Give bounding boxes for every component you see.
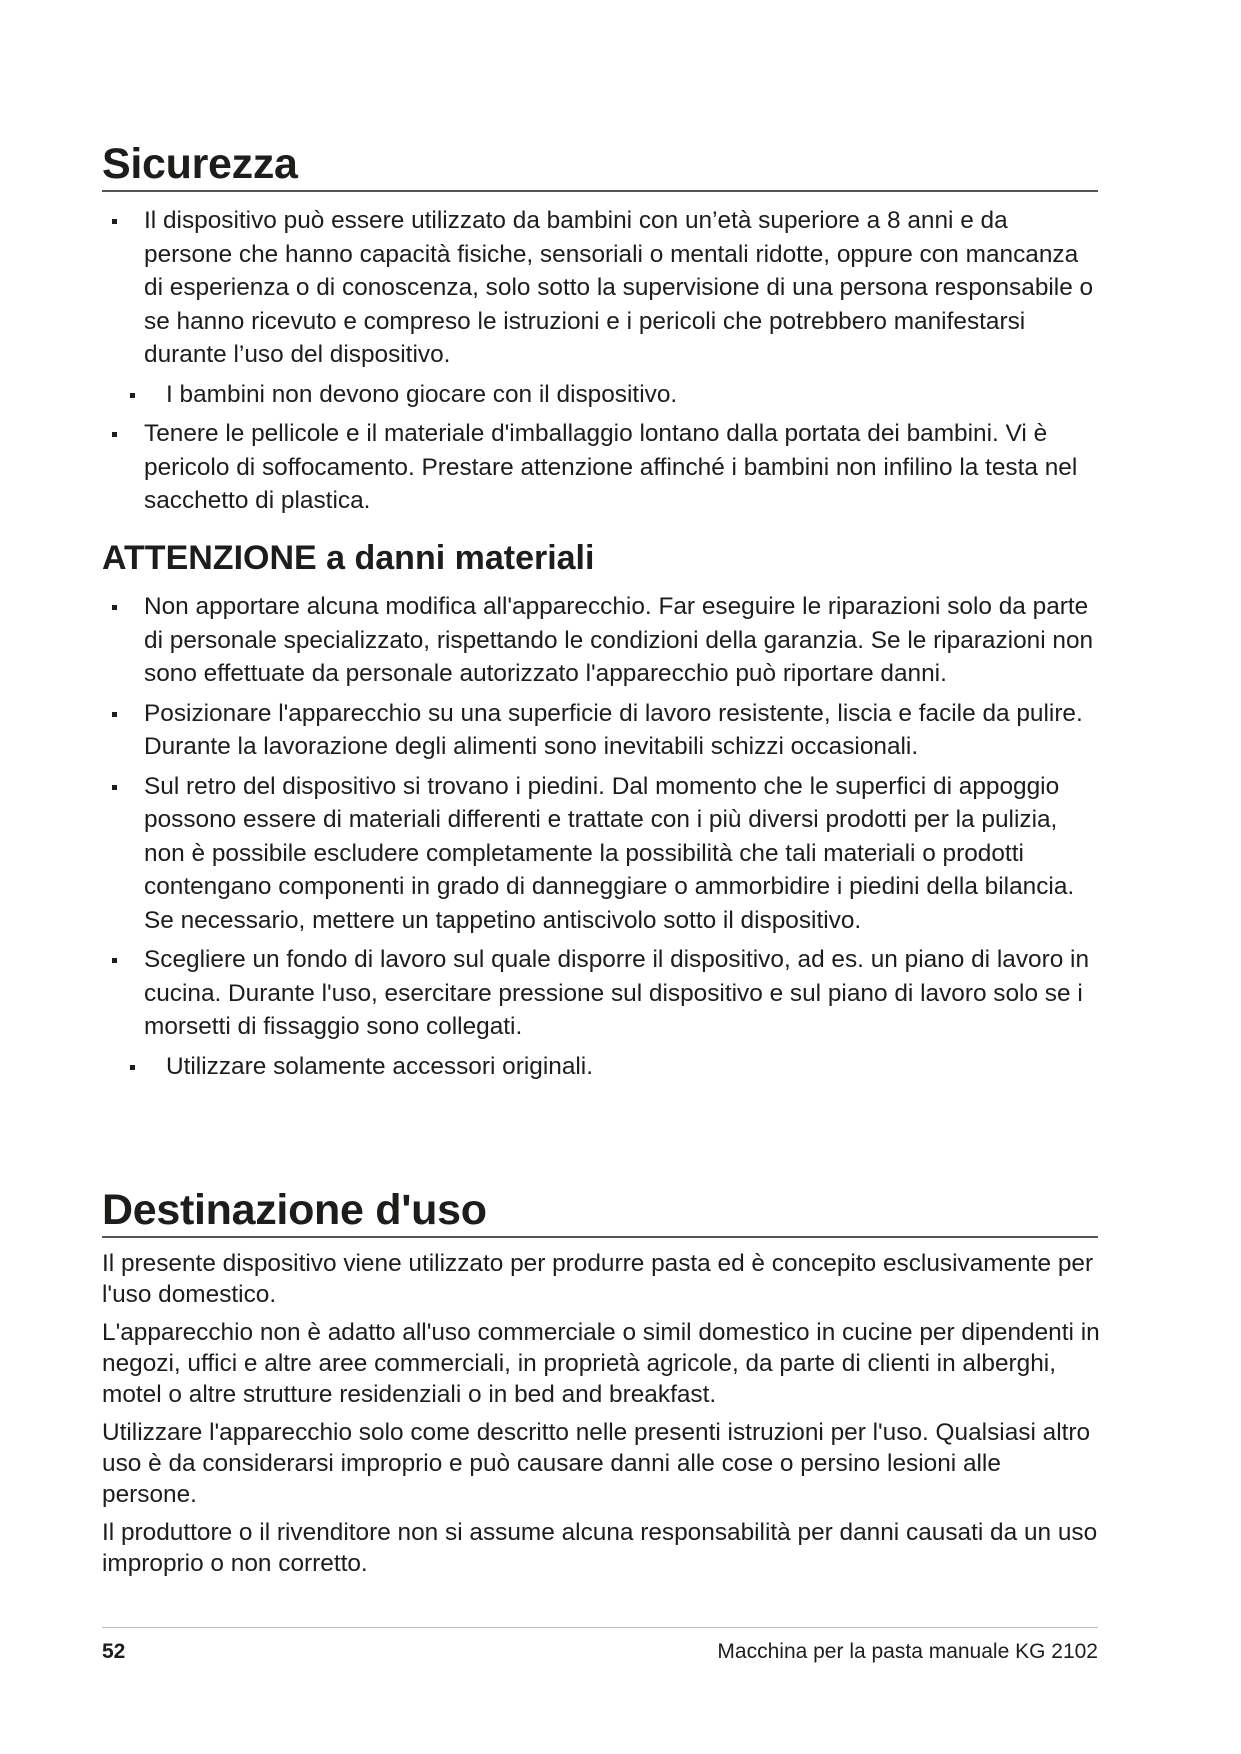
list-item: Utilizzare solamente accessori originali. [102, 1050, 1102, 1084]
bullet-icon [112, 219, 117, 224]
page-number: 52 [102, 1640, 126, 1663]
bullet-icon [112, 432, 117, 437]
material-damage-list [102, 590, 1102, 1083]
list-item: Tenere le pellicole e il materiale d'imballaggio lontano dalla portata dei bambini. Vi è pericolo di soffocamento. Prestare attenzione affinché i bambini non infilino la testa nel sacchetto di plastica. [102, 417, 1102, 518]
list-item: Posizionare l'apparecchio su una superficie di lavoro resistente, liscia e facile da pulire. Durante la lavorazione degli alimenti sono inevitabili schizzi occasionali. [102, 697, 1102, 764]
bullet-icon [112, 785, 117, 790]
bullet-icon [112, 958, 117, 963]
intended-use-text [102, 1248, 1102, 1586]
paragraph: Il produttore o il rivenditore non si assume alcuna responsabilità per danni causati da un uso improprio o non corretto. [102, 1519, 1098, 1577]
bullet-icon [130, 1065, 135, 1070]
section-title-intended-use: Destinazione d'uso [102, 1186, 1098, 1238]
footer-divider [102, 1627, 1098, 1628]
paragraph: L'apparecchio non è adatto all'uso commerciale o simil domestico in cucine per dipendenti in negozi, uffici e altre aree commerciali, in proprietà agricole, da parte di clienti in alberghi, motel o altre strutture residenziali o in bed and breakfast. [102, 1319, 1100, 1408]
list-item: Scegliere un fondo di lavoro sul quale disporre il dispositivo, ad es. un piano di lavoro in cucina. Durante l'uso, esercitare pressione sul dispositivo e sul piano di lavoro solo se i morsetti di fissaggio sono collegati. [102, 943, 1102, 1044]
bullet-icon [130, 393, 135, 398]
list-item: Sul retro del dispositivo si trovano i piedini. Dal momento che le superfici di appoggio possono essere di materiali differenti e trattate con i più diversi prodotti per la pulizia, non è possibile escludere completamente la possibilità che tali materiali o prodotti contengano componenti in grado di danneggiare o ammorbidire i piedini della bilancia. Se necessario, mettere un tappetino antiscivolo sotto il dispositivo. [102, 770, 1102, 938]
list-item: Il dispositivo può essere utilizzato da bambini con un’età superiore a 8 anni e da persone che hanno capacità fisiche, sensoriali o mentali ridotte, oppure con mancanza di esperienza o di conoscenza, solo sotto la supervisione di una persona responsabile o se hanno ricevuto e compreso le istruzioni e i pericoli che potrebbero manifestarsi durante l’uso del dispositivo. [102, 204, 1102, 372]
footer-document-title: Macchina per la pasta manuale KG 2102 [717, 1640, 1098, 1663]
paragraph: Utilizzare l'apparecchio solo come descritto nelle presenti istruzioni per l'uso. Qualsiasi altro uso è da considerarsi improprio e può causare danni alle cose o persino lesioni alle persone. [102, 1419, 1091, 1508]
bullet-icon [112, 712, 117, 717]
section-title-material-damage: ATTENZIONE a danni materiali [102, 539, 595, 577]
list-item: Non apportare alcuna modifica all'apparecchio. Far eseguire le riparazioni solo da parte di personale specializzato, rispettando le condizioni della garanzia. Se le riparazioni non sono effettuate da personale autorizzato l'apparecchio può riportare danni. [102, 590, 1102, 691]
safety-list [102, 204, 1102, 518]
list-item: I bambini non devono giocare con il dispositivo. [102, 378, 1102, 412]
section-title-safety: Sicurezza [102, 140, 1098, 192]
paragraph: Il presente dispositivo viene utilizzato per produrre pasta ed è concepito esclusivamente per l'uso domestico. [102, 1250, 1094, 1308]
bullet-icon [112, 605, 117, 610]
